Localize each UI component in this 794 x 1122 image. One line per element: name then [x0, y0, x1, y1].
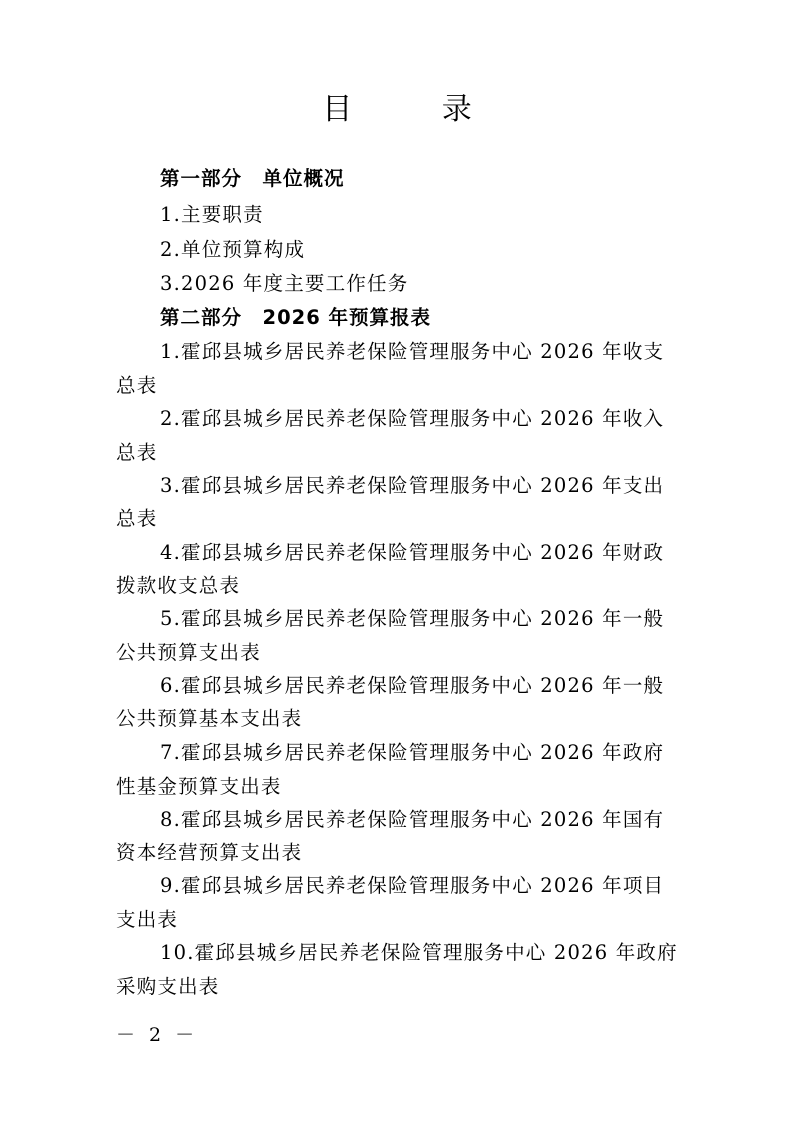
report-item-1-line1: 1.霍邱县城乡居民养老保险管理服务中心 2026 年收支 — [160, 340, 665, 363]
report-item-4-line2: 拨款收支总表 — [116, 574, 241, 597]
report-item-4-line1: 4.霍邱县城乡居民养老保险管理服务中心 2026 年财政 — [160, 541, 665, 564]
report-item-3-line1: 3.霍邱县城乡居民养老保险管理服务中心 2026 年支出 — [160, 474, 665, 497]
report-item-2-line2: 总表 — [116, 441, 158, 464]
report-item-8-line1: 8.霍邱县城乡居民养老保险管理服务中心 2026 年国有 — [160, 808, 665, 831]
report-item-9-line1: 9.霍邱县城乡居民养老保险管理服务中心 2026 年项目 — [160, 874, 665, 897]
report-item-9-line2: 支出表 — [116, 908, 179, 931]
report-item-1-line2: 总表 — [116, 374, 158, 397]
report-item-8-line2: 资本经营预算支出表 — [116, 841, 303, 864]
report-item-10-line1: 10.霍邱县城乡居民养老保险管理服务中心 2026 年政府 — [160, 941, 678, 964]
report-item-2-line1: 2.霍邱县城乡居民养老保险管理服务中心 2026 年收入 — [160, 407, 665, 430]
page-title: 目 录 — [322, 92, 512, 127]
part1-item-1: 1.主要职责 — [160, 203, 264, 226]
report-item-5-line2: 公共预算支出表 — [116, 641, 261, 664]
report-item-6-line1: 6.霍邱县城乡居民养老保险管理服务中心 2026 年一般 — [160, 674, 665, 697]
report-item-7-line2: 性基金预算支出表 — [116, 775, 282, 798]
report-item-6-line2: 公共预算基本支出表 — [116, 707, 303, 730]
report-item-10-line2: 采购支出表 — [116, 975, 220, 998]
report-item-5-line1: 5.霍邱县城乡居民养老保险管理服务中心 2026 年一般 — [160, 607, 665, 630]
part1-item-3: 3.2026 年度主要工作任务 — [160, 272, 409, 295]
part1-heading: 第一部分 单位概况 — [160, 167, 345, 190]
part1-item-2: 2.单位预算构成 — [160, 238, 306, 261]
report-item-7-line1: 7.霍邱县城乡居民养老保险管理服务中心 2026 年政府 — [160, 741, 665, 764]
report-item-3-line2: 总表 — [116, 507, 158, 530]
part2-heading: 第二部分 2026 年预算报表 — [160, 306, 432, 329]
page-number: － 2 － — [116, 1024, 199, 1046]
